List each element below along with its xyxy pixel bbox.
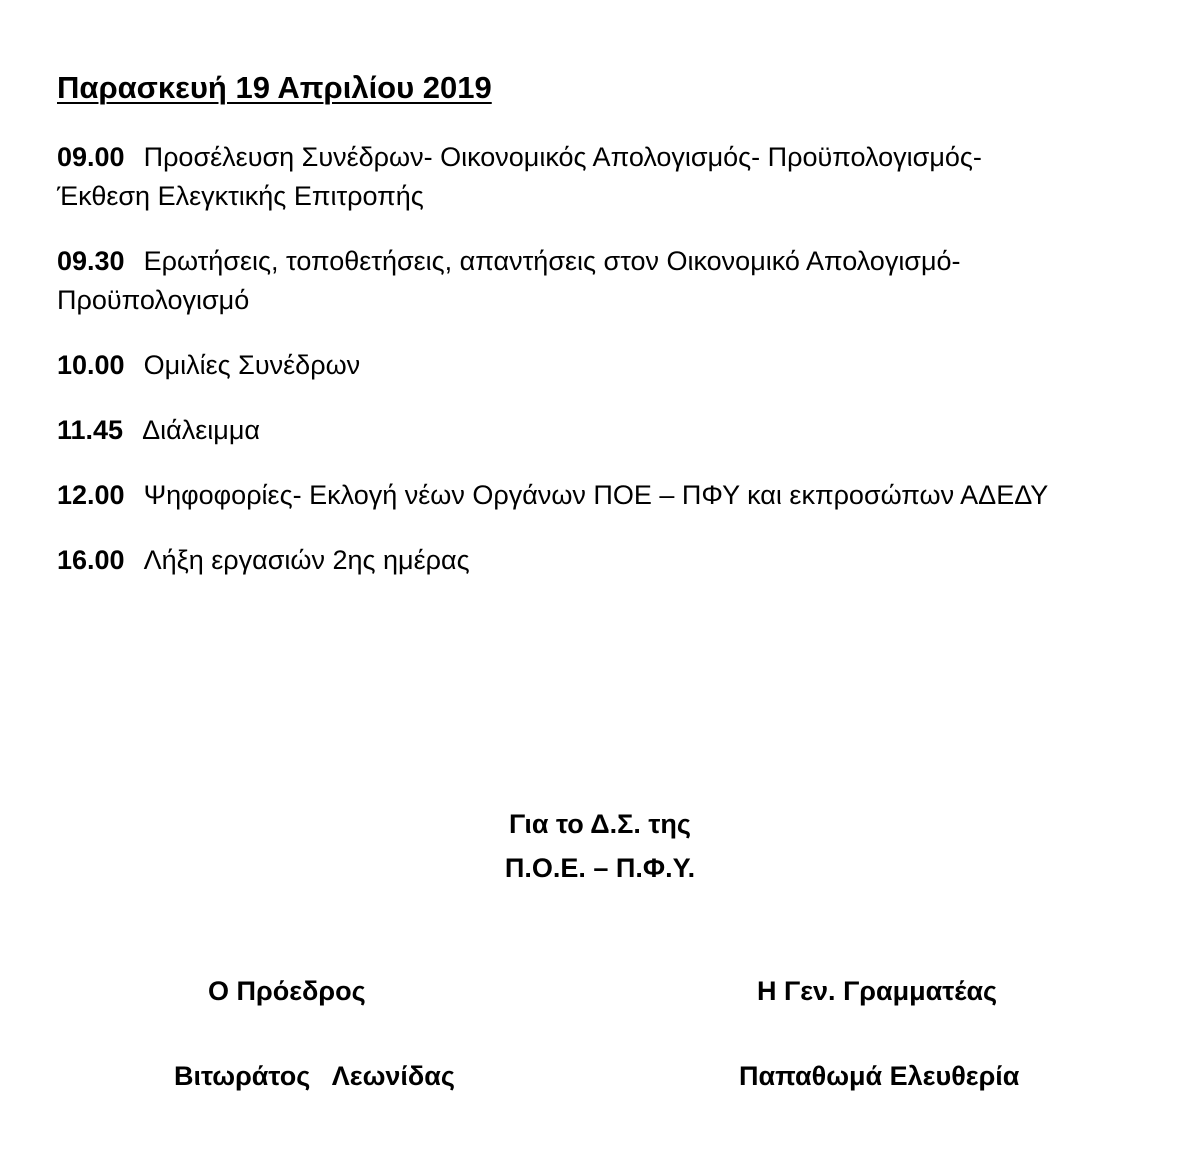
board-line-2: Π.Ο.Ε. – Π.Φ.Υ. (504, 853, 696, 883)
agenda-text: Διάλειμμα (142, 415, 260, 445)
agenda-item (57, 138, 1167, 216)
agenda-text: Λήξη εργασιών 2ης ημέρας (143, 545, 470, 575)
secretary-role: Η Γεν. Γραμματέας (757, 976, 998, 1006)
agenda-item (57, 346, 1167, 385)
agenda-text: Ερωτήσεις, τοποθετήσεις, απαντήσεις στον Οικονομικό Απολογισμό- Προϋπολογισμό (57, 246, 961, 315)
agenda-time: 11.45 (57, 415, 124, 445)
agenda-text: Προσέλευση Συνέδρων- Οικονομικός Απολογισμός- Προϋπολογισμός- Έκθεση Ελεγκτικής Επιτροπής (57, 142, 982, 211)
president-role: Ο Πρόεδρος (208, 976, 366, 1006)
board-signoff (0, 802, 1200, 890)
page-title: Παρασκευή 19 Απριλίου 2019 (57, 70, 492, 105)
president-name: Βιτωράτος Λεωνίδας (174, 1061, 455, 1091)
agenda-time: 09.30 (57, 246, 125, 276)
agenda-item (57, 541, 1167, 580)
agenda-text: Ομιλίες Συνέδρων (143, 350, 361, 380)
secretary-name: Παπαθωμά Ελευθερία (739, 1061, 1020, 1091)
agenda-item (57, 411, 1167, 450)
agenda-item (57, 242, 1167, 320)
agenda-time: 09.00 (57, 142, 125, 172)
agenda-time: 10.00 (57, 350, 125, 380)
board-line-1: Για το Δ.Σ. της (509, 809, 691, 839)
agenda-list (57, 138, 1167, 606)
agenda-item (57, 476, 1167, 515)
agenda-time: 12.00 (57, 480, 125, 510)
agenda-text: Ψηφοφορίες- Εκλογή νέων Οργάνων ΠΟΕ – ΠΦΥ και εκπροσώπων ΑΔΕΔΥ (143, 480, 1049, 510)
agenda-time: 16.00 (57, 545, 125, 575)
